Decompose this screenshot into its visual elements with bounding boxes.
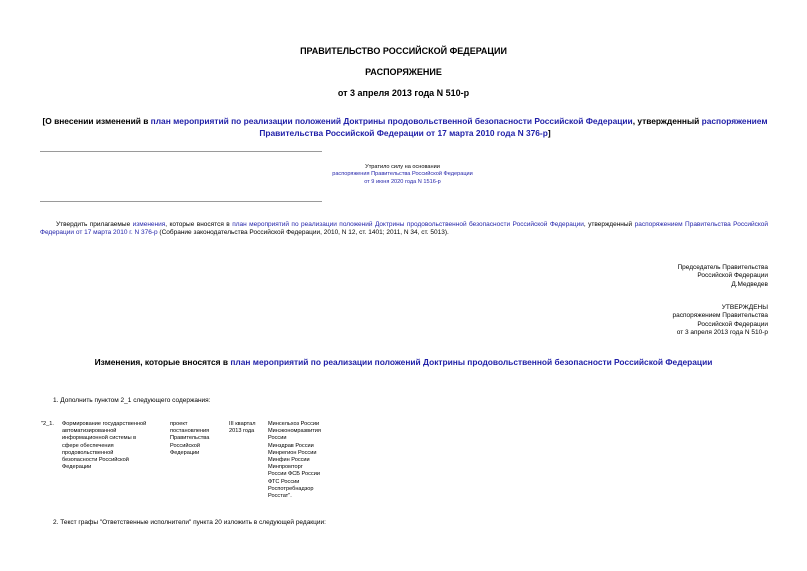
action-line: Федерации — [62, 464, 92, 471]
form-line: проект — [170, 421, 188, 427]
status-note-link-decree[interactable]: распоряжения Правительства Российской Федерации — [332, 171, 473, 178]
table-cell-form — [170, 421, 209, 457]
executor-line: России ФСБ России — [268, 471, 320, 478]
action-line: Формирование государственной — [62, 421, 147, 427]
form-line: Российской — [170, 442, 200, 449]
executor-line: Роспотребнадзор — [268, 485, 314, 492]
form-line: Правительства — [170, 435, 210, 442]
executor-line: Минпромторг — [268, 464, 303, 471]
title-prefix: [О внесении изменений в — [42, 116, 151, 126]
action-line: продовольственной — [62, 449, 114, 456]
title-suffix: ] — [547, 128, 551, 138]
table-cell-term — [229, 421, 256, 435]
title-mid: , утвержденный — [632, 116, 702, 126]
table-cell-executors — [268, 421, 321, 500]
signature-block — [500, 264, 768, 289]
changes-title-plan-link[interactable]: план мероприятий по реализации положений Доктрины продовольственной безопасности Российской Федерации — [230, 357, 713, 367]
signature-position-1: Председатель Правительства — [677, 264, 768, 271]
term-line: III квартал — [229, 421, 256, 427]
body-text-mid1: , которые вносятся в — [165, 221, 233, 228]
government-heading: ПРАВИТЕЛЬСТВО РОССИЙСКОЙ ФЕДЕРАЦИИ — [300, 46, 507, 56]
executor-line: Росстат". — [268, 493, 292, 500]
executor-line: России — [268, 435, 287, 442]
decree-link-a[interactable]: распоряжением — [634, 221, 683, 228]
signature-name: Д.Медведев — [731, 280, 768, 288]
body-paragraph — [40, 221, 768, 238]
executor-line: Минэкономразвития — [268, 428, 321, 435]
executor-line: Минздрав России — [268, 442, 314, 449]
table-cell-number — [41, 421, 54, 428]
status-note-link-date[interactable]: от 9 июня 2020 года N 1516-р — [364, 178, 441, 185]
approval-line-4: от 3 апреля 2013 года N 510-р — [676, 329, 768, 337]
document-date-number: от 3 апреля 2013 года N 510-р — [337, 88, 470, 98]
approval-line-1: УТВЕРЖДЕНЫ — [721, 304, 768, 311]
executor-line: Минрегион России — [268, 449, 317, 456]
approval-line-2: распоряжением Правительства — [672, 312, 768, 320]
changes-link[interactable]: изменения — [132, 221, 166, 228]
action-line: безопасности Российской — [62, 457, 129, 464]
plan-link[interactable]: план мероприятий по реализации положений Доктрины продовольственной безопасности Российской Федерации — [232, 221, 584, 228]
changes-title-prefix: Изменения, которые вносятся в — [94, 357, 231, 367]
document-type-heading: РАСПОРЯЖЕНИЕ — [365, 67, 442, 77]
title-plan-link[interactable]: план мероприятий по реализации положений Доктрины продовольственной безопасности Российской Федерации — [150, 116, 633, 126]
executor-line: Минсельхоз России — [268, 421, 320, 427]
term-line: 2013 года — [229, 428, 255, 435]
body-text-start: Утвердить прилагаемые — [56, 221, 133, 228]
approval-line-3: Российской Федерации — [697, 320, 768, 328]
decree-link-b[interactable]: Правительства Российской Федерации от 17 марта 2010 г. N 376-р — [40, 221, 768, 237]
action-line: сфере обеспечения — [62, 442, 114, 449]
changes-title — [0, 357, 807, 367]
status-note — [290, 164, 515, 186]
signature-position-2: Российской Федерации — [697, 272, 768, 280]
document-title — [40, 115, 770, 139]
form-line: Федерации — [170, 449, 200, 456]
item-1: 1. Дополнить пунктом 2_1 следующего содержания: — [53, 397, 211, 404]
body-text-end: (Собрание законодательства Российской Федерации, 2010, N 12, ст. 1401; 2011, N 34, ст. 5013). — [157, 229, 449, 237]
divider-top — [40, 151, 322, 152]
executor-line: Минфин России — [268, 457, 310, 464]
item-2: 2. Текст графы "Ответственные исполнители" пункта 20 изложить в следующей редакции: — [53, 519, 326, 526]
executor-line: ФТС России — [268, 478, 300, 485]
row-number: "2_1. — [41, 421, 54, 427]
action-line: автоматизированной — [62, 428, 117, 435]
divider-bottom — [40, 201, 322, 202]
table-cell-action — [62, 421, 146, 471]
approval-block — [500, 304, 768, 338]
status-note-line: Утратило силу на основании — [365, 164, 440, 170]
body-text-mid2: , утвержденный — [583, 221, 635, 228]
title-decree-link[interactable]: распоряжением Правительства Российской Федерации от 17 марта 2010 года N 376-р — [259, 116, 768, 138]
form-line: постановления — [170, 428, 210, 435]
action-line: информационной системы в — [62, 435, 137, 442]
